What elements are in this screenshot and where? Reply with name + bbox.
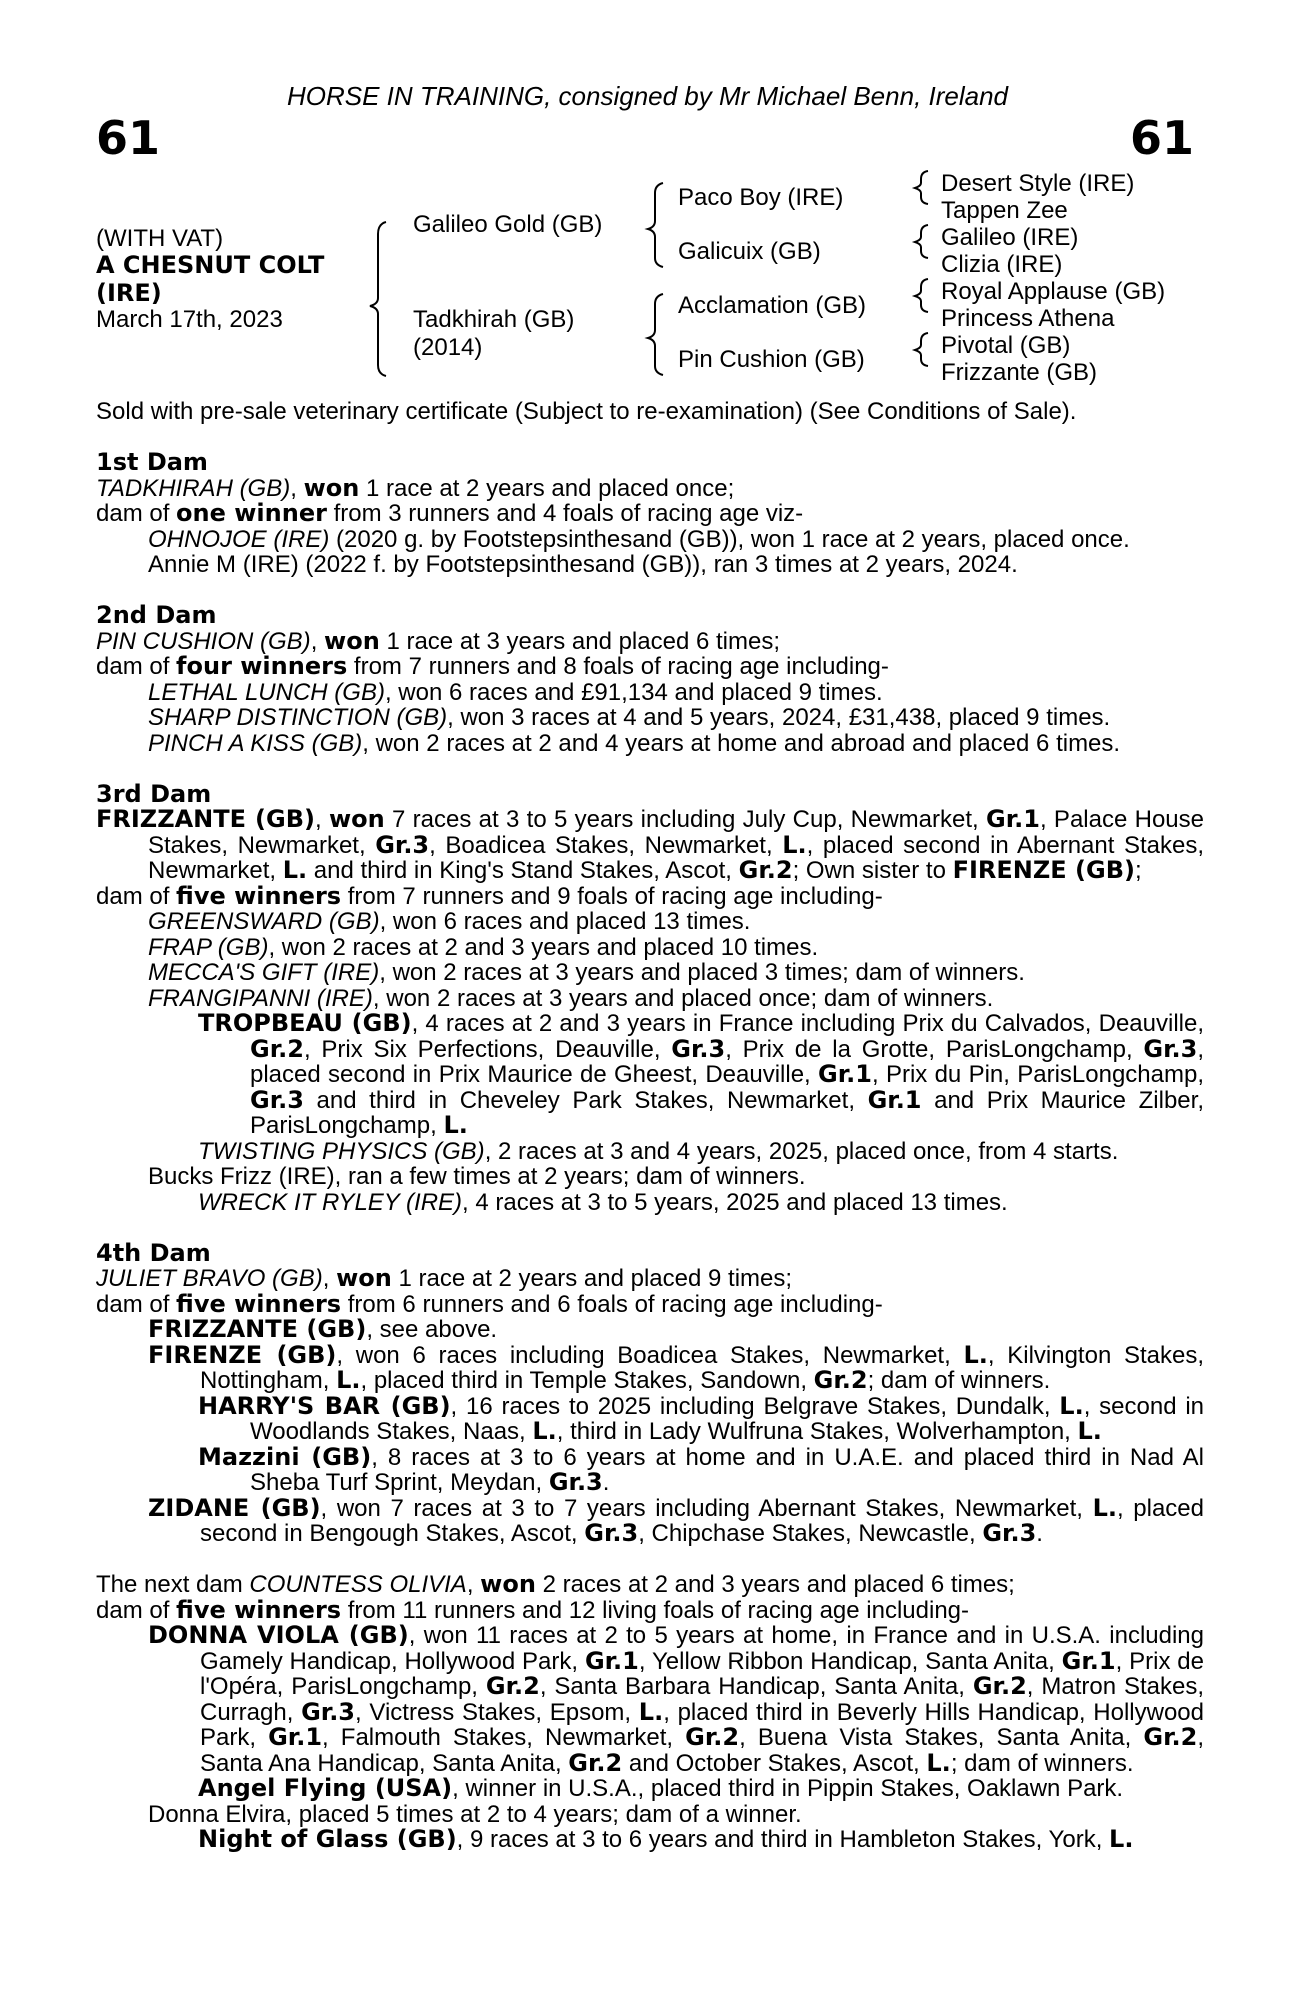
pedigree-dam-year: (2014) <box>413 334 483 361</box>
second-dam-produce: dam of four winners from 7 runners and 8 foals of racing age including- <box>96 652 889 680</box>
produce-entry: MECCA'S GIFT (IRE), won 2 races at 3 years and placed 3 times; dam of winners. <box>148 959 1025 986</box>
pedigree-dam-dam: Pin Cushion (GB) <box>678 346 865 373</box>
first-dam-heading: 1st Dam <box>96 448 208 476</box>
pedigree-braces <box>0 0 1315 400</box>
next-dam-produce: dam of five winners from 11 runners and 12 living foals of racing age including- <box>96 1595 970 1624</box>
grand-produce-entry: WRECK IT RYLEY (IRE), 4 races at 3 to 5 years, 2025 and placed 13 times. <box>198 1188 1008 1216</box>
grand-produce-entry: Night of Glass (GB), 9 races at 3 to 6 years and third in Hambleton Stakes, York, L. <box>198 1825 1134 1853</box>
pedigree-g1: Desert Style (IRE) <box>941 170 1135 197</box>
second-dam-heading: 2nd Dam <box>96 601 217 629</box>
pedigree-g7: Pivotal (GB) <box>941 332 1071 359</box>
grand-produce-entry: TROPBEAU (GB), 4 races at 2 and 3 years in France including Prix du Calvados, Deauville, Gr.2, Prix Six Perfections, Deauville, Gr.3, Prix de la Grotte, ParisLongchamp, Gr.3, placed second in Prix Maurice de Gheest, Deauville, Gr.1, Prix du Pin, ParisLongchamp, Gr.3 and third in Cheveley Park Stakes, Newmarket, Gr.1 and Prix Maurice Zilber, ParisLongchamp, L. <box>198 1009 1205 1139</box>
third-dam-record: FRIZZANTE (GB), won 7 races at 3 to 5 years including July Cup, Newmarket, Gr.1, Palace House Stakes, Newmarket, Gr.3, Boadicea Stakes, Newmarket, L., placed second in Abernant Stakes, Newmarket, L. and third in King's Stand Stakes, Ascot, Gr.2; Own sister to FIRENZE (GB); <box>96 805 1205 884</box>
produce-entry: DONNA VIOLA (GB), won 11 races at 2 to 5 years at home, in France and in U.S.A. including Gamely Handicap, Hollywood Park, Gr.1, Yellow Ribbon Handicap, Santa Anita, Gr.1, Prix de l'Opéra, ParisLongchamp, Gr.2, Santa Barbara Handicap, Santa Anita, Gr.2, Matron Stakes, Curragh, Gr.3, Victress Stakes, Epsom, L., placed third in Beverly Hills Handicap, Hollywood Park, Gr.1, Falmouth Stakes, Newmarket, Gr.2, Buena Vista Stakes, Santa Anita, Gr.2, Santa Ana Handicap, Santa Anita, Gr.2 and October Stakes, Ascot, L.; dam of winners. <box>148 1621 1205 1777</box>
pedigree-sire-sire: Paco Boy (IRE) <box>678 184 844 211</box>
pedigree-g2: Tappen Zee <box>941 197 1068 224</box>
foaling-date: March 17th, 2023 <box>96 306 283 333</box>
produce-entry: FRIZZANTE (GB), see above. <box>148 1315 498 1343</box>
grand-produce-entry: HARRY'S BAR (GB), 16 races to 2025 including Belgrave Stakes, Dundalk, L., second in Woodlands Stakes, Naas, L., third in Lady Wulfruna Stakes, Wolverhampton, L. <box>198 1391 1205 1445</box>
produce-entry: OHNOJOE (IRE) (2020 g. by Footstepsinthesand (GB)), won 1 race at 2 years, placed once. <box>148 525 1130 553</box>
produce-entry: Bucks Frizz (IRE), ran a few times at 2 years; dam of winners. <box>148 1163 806 1190</box>
lot-number-right: 61 <box>1130 111 1195 165</box>
produce-entry: Annie M (IRE) (2022 f. by Footstepsinthesand (GB)), ran 3 times at 2 years, 2024. <box>148 551 1018 578</box>
pedigree-g4: Clizia (IRE) <box>941 251 1063 278</box>
pedigree-dam: Tadkhirah (GB) <box>413 306 575 333</box>
pedigree-sire-dam: Galicuix (GB) <box>678 238 821 265</box>
pedigree-g5: Royal Applause (GB) <box>941 278 1166 305</box>
produce-entry: FRANGIPANNI (IRE), won 2 races at 3 years and placed once; dam of winners. <box>148 984 994 1012</box>
vet-certificate-note: Sold with pre-sale veterinary certificate (Subject to re-examination) (See Conditions of Sale). <box>96 398 1077 425</box>
fourth-dam-heading: 4th Dam <box>96 1238 211 1267</box>
third-dam-heading: 3rd Dam <box>96 779 212 808</box>
catalogue-body <box>96 399 1204 1853</box>
produce-entry: FIRENZE (GB), won 6 races including Boadicea Stakes, Newmarket, L., Kilvington Stakes, Nottingham, L., placed third in Temple Stakes, Sandown, Gr.2; dam of winners. <box>148 1340 1205 1394</box>
produce-entry: GREENSWARD (GB), won 6 races and placed 13 times. <box>148 908 751 935</box>
first-dam-record: TADKHIRAH (GB), won 1 race at 2 years and placed once; <box>96 473 735 502</box>
pedigree-g6: Princess Athena <box>941 305 1115 332</box>
grand-produce-entry: Angel Flying (USA), winner in U.S.A., placed third in Pippin Stakes, Oaklawn Park. <box>198 1774 1124 1802</box>
third-dam-produce: dam of five winners from 7 runners and 9 foals of racing age including- <box>96 881 883 910</box>
pedigree-g8: Frizzante (GB) <box>941 359 1098 386</box>
lot-number-left: 61 <box>96 111 161 165</box>
produce-entry: PINCH A KISS (GB), won 2 races at 2 and 4 years at home and abroad and placed 6 times. <box>148 729 1121 757</box>
fourth-dam-record: JULIET BRAVO (GB), won 1 race at 2 years and placed 9 times; <box>96 1264 793 1292</box>
pedigree-sire: Galileo Gold (GB) <box>413 211 603 238</box>
produce-entry: SHARP DISTINCTION (GB), won 3 races at 4 and 5 years, 2024, £31,438, placed 9 times. <box>148 704 1111 731</box>
produce-entry: ZIDANE (GB), won 7 races at 3 to 7 years including Abernant Stakes, Newmarket, L., placed second in Bengough Stakes, Ascot, Gr.3, Chipchase Stakes, Newcastle, Gr.3. <box>148 1493 1205 1547</box>
produce-entry: LETHAL LUNCH (GB), won 6 races and £91,134 and placed 9 times. <box>148 678 883 706</box>
next-dam-record: The next dam COUNTESS OLIVIA, won 2 races at 2 and 3 years and placed 6 times; <box>96 1570 1015 1598</box>
vat-note: (WITH VAT) <box>96 225 224 252</box>
first-dam-produce: dam of one winner from 3 runners and 4 foals of racing age viz- <box>96 499 804 527</box>
second-dam-record: PIN CUSHION (GB), won 1 race at 3 years and placed 6 times; <box>96 626 780 655</box>
produce-entry: Donna Elvira, placed 5 times at 2 to 4 years; dam of a winner. <box>148 1800 802 1828</box>
lot-name: A CHESNUT COLT <box>96 251 325 279</box>
pedigree-g3: Galileo (IRE) <box>941 224 1079 251</box>
catalogue-header: HORSE IN TRAINING, consigned by Mr Michael Benn, Ireland <box>286 81 1009 111</box>
fourth-dam-produce: dam of five winners from 6 runners and 6 foals of racing age including- <box>96 1289 883 1318</box>
produce-entry: FRAP (GB), won 2 races at 2 and 3 years and placed 10 times. <box>148 933 819 961</box>
grand-produce-entry: TWISTING PHYSICS (GB), 2 races at 3 and 4 years, 2025, placed once, from 4 starts. <box>198 1137 1119 1165</box>
grand-produce-entry: Mazzini (GB), 8 races at 3 to 6 years at home and in U.A.E. and placed third in Nad Al Sheba Turf Sprint, Meydan, Gr.3. <box>198 1442 1204 1496</box>
pedigree-dam-sire: Acclamation (GB) <box>678 292 867 319</box>
lot-name-suffix: (IRE) <box>96 279 162 307</box>
